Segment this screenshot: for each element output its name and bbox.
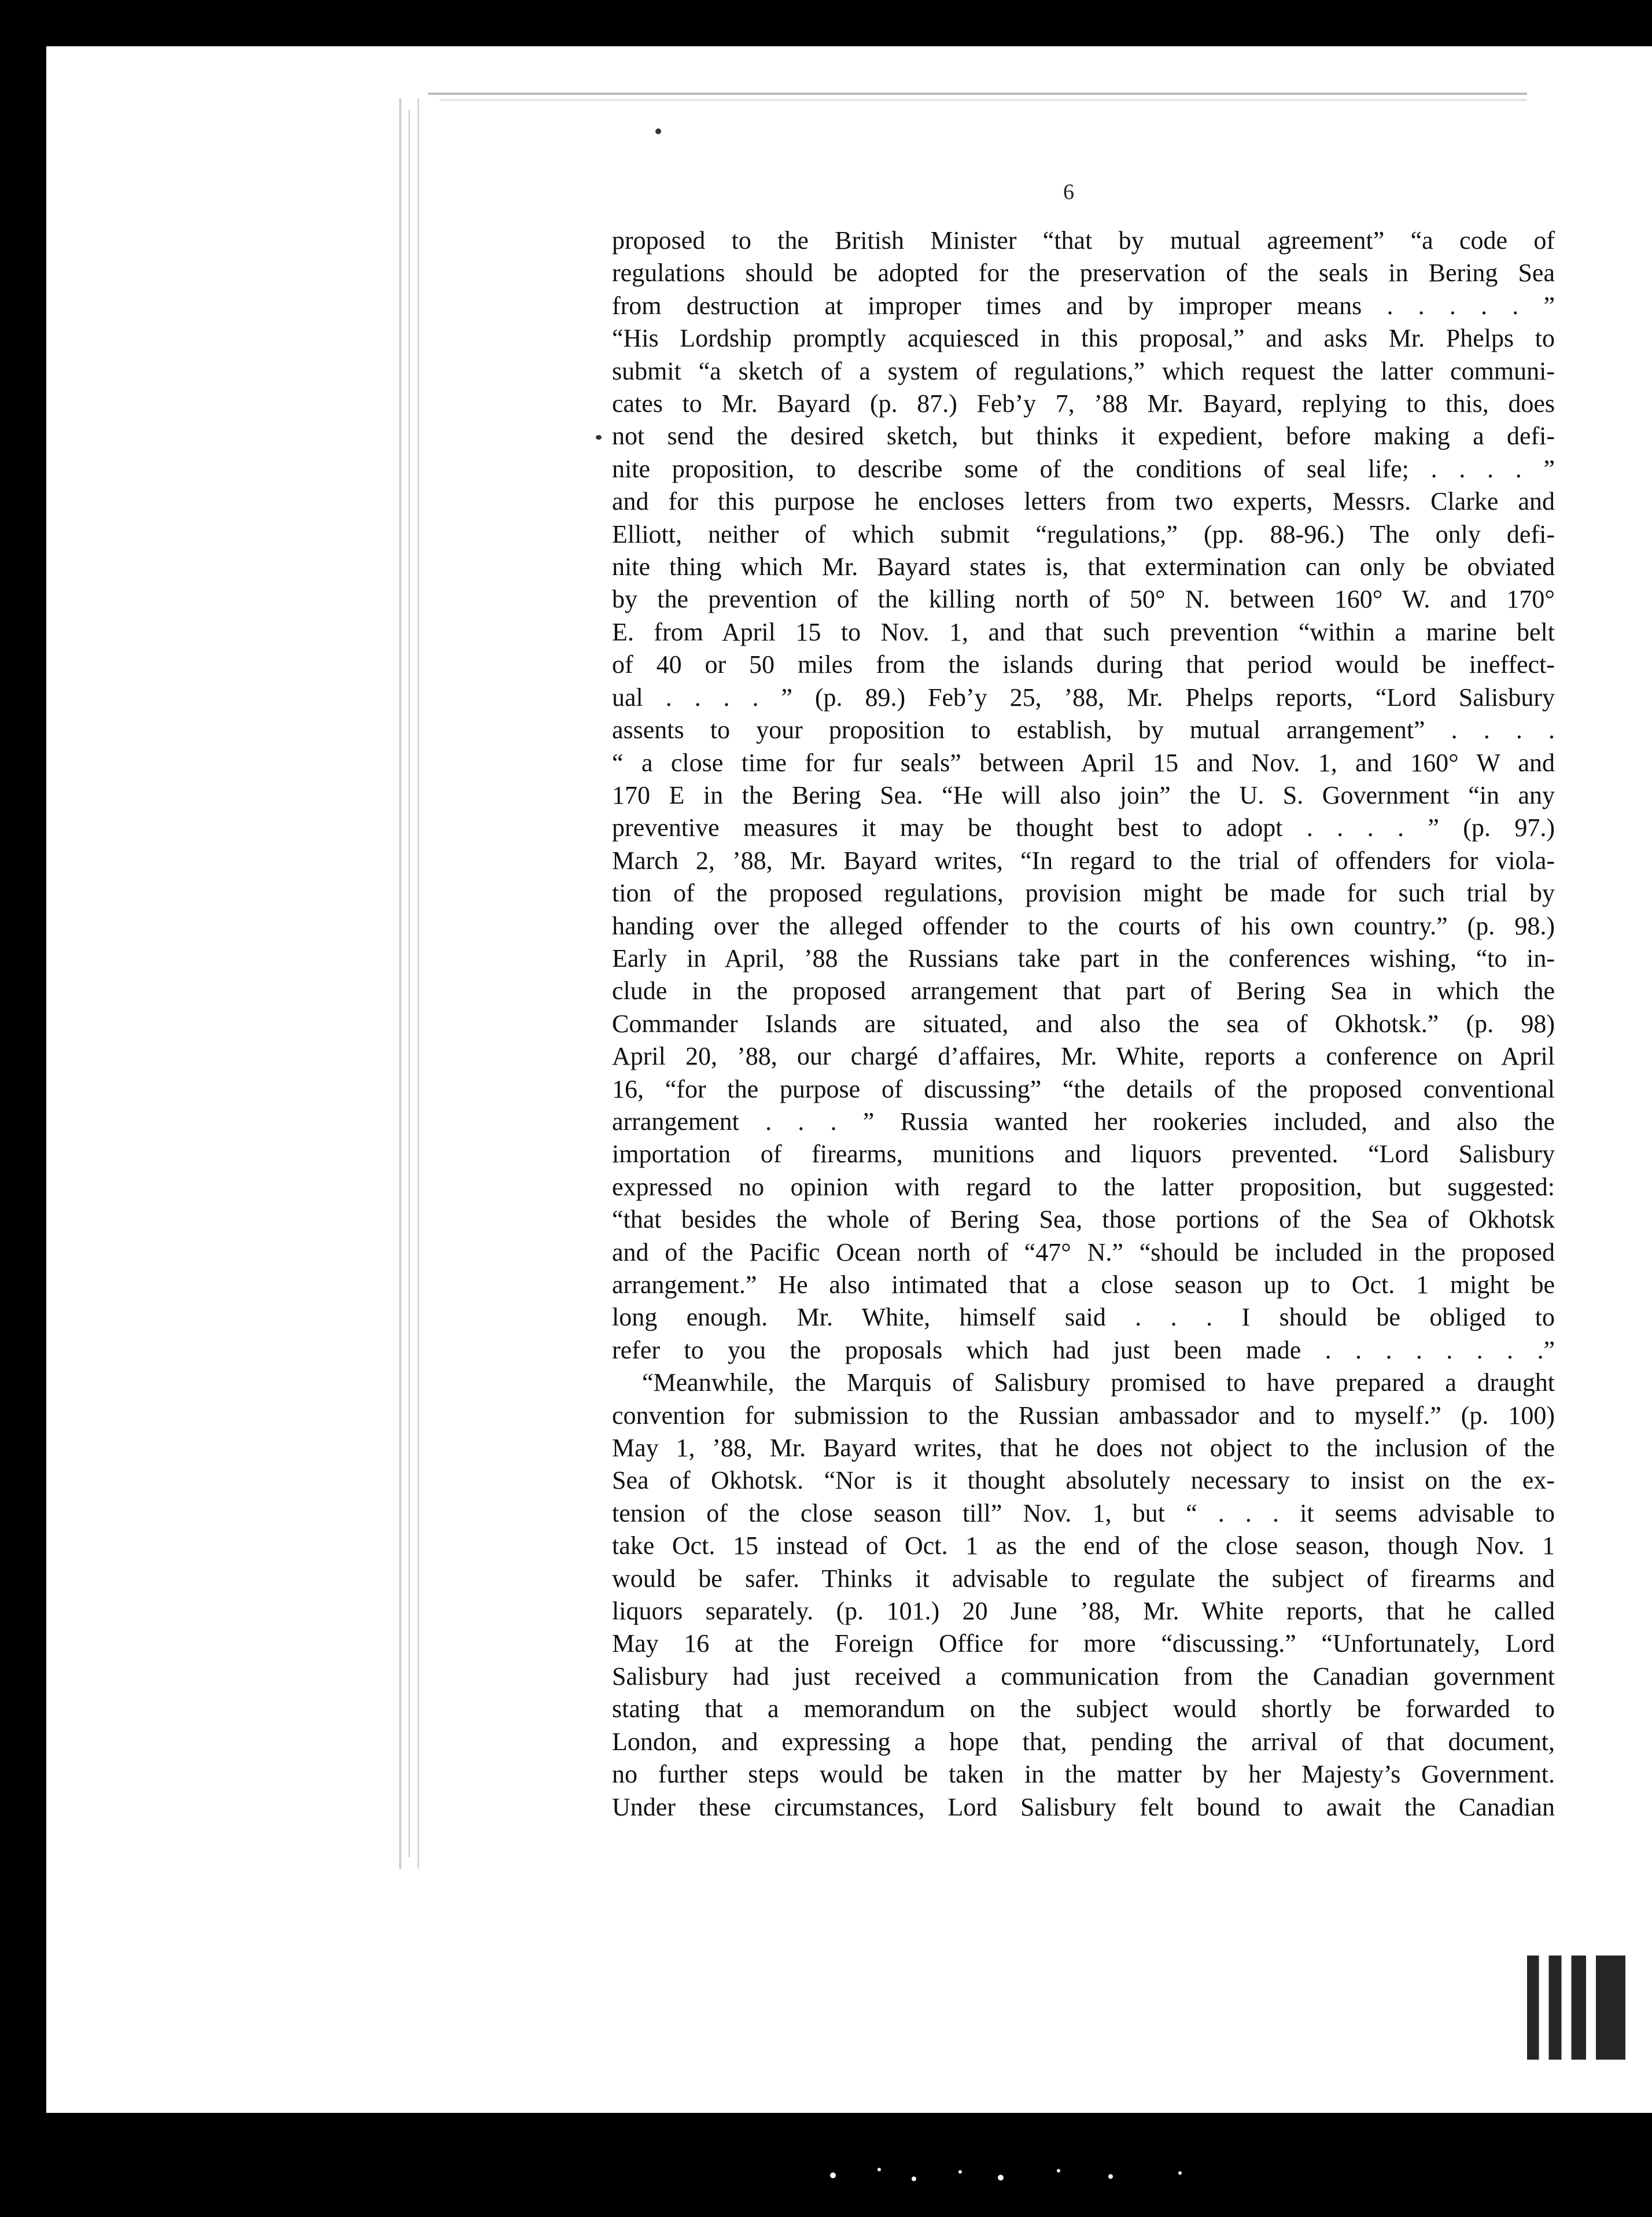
text-line: April 20, ’88, our chargé d’affaires, Mr. White, reports a conference on April: [612, 1042, 1555, 1071]
text-line: 16, “for the purpose of discussing” “the details of the proposed conventional: [612, 1074, 1555, 1103]
text-line: ual . . . . ” (p. 89.) Feb’y 25, ’88, Mr. Phelps reports, “Lord Salisbury: [612, 683, 1555, 712]
text-line: “ a close time for fur seals” between April 15 and Nov. 1, and 160° W and: [612, 748, 1555, 777]
text-line: “that besides the whole of Bering Sea, those portions of the Sea of Okhotsk: [612, 1205, 1555, 1234]
text-line: clude in the proposed arrangement that part of Bering Sea in which the: [612, 977, 1555, 1006]
text-line: London, and expressing a hope that, pending the arrival of that document,: [612, 1727, 1555, 1756]
text-line: Early in April, ’88 the Russians take part in the conferences wishing, “to in-: [612, 944, 1555, 973]
ink-speck: [655, 128, 661, 134]
text-line: liquors separately. (p. 101.) 20 June ’88, Mr. White reports, that he called: [612, 1597, 1555, 1626]
text-line: nite proposition, to describe some of the conditions of seal life; . . . . ”: [612, 454, 1555, 483]
text-line: arrangement . . . ” Russia wanted her rookeries included, and also the: [612, 1107, 1555, 1136]
body-text: [612, 224, 1555, 1824]
text-line: tion of the proposed regulations, provision might be made for such trial by: [612, 879, 1555, 908]
text-line: tension of the close season till” Nov. 1, but “ . . . it seems advisable to: [612, 1498, 1555, 1527]
text-line: preventive measures it may be thought best to adopt . . . . ” (p. 97.): [612, 813, 1555, 842]
text-line: proposed to the British Minister “that by mutual agreement” “a code of: [612, 226, 1555, 255]
text-line: May 16 at the Foreign Office for more “discussing.” “Unfortunately, Lord: [612, 1629, 1555, 1658]
text-line: “Meanwhile, the Marquis of Salisbury promised to have prepared a draught: [642, 1368, 1555, 1397]
text-line: Under these circumstances, Lord Salisbury felt bound to await the Canadian: [612, 1792, 1555, 1821]
text-line: convention for submission to the Russian ambassador and to myself.” (p. 100): [612, 1401, 1555, 1430]
text-line: “His Lordship promptly acquiesced in this proposal,” and asks Mr. Phelps to: [612, 324, 1555, 353]
text-line: Elliott, neither of which submit “regulations,” (pp. 88-96.) The only defi-: [612, 520, 1555, 548]
page-edge: [418, 98, 419, 1869]
text-line: assents to your proposition to establish, by mutual arrangement” . . . .: [612, 716, 1555, 745]
text-line: and of the Pacific Ocean north of “47° N.” “should be included in the proposed: [612, 1238, 1555, 1266]
text-line: submit “a sketch of a system of regulations,” which request the latter communi-: [612, 356, 1555, 385]
text-line: and for this purpose he encloses letters from two experts, Messrs. Clarke and: [612, 487, 1555, 516]
text-line: E. from April 15 to Nov. 1, and that such prevention “within a marine belt: [612, 617, 1555, 646]
text-line: stating that a memorandum on the subject would shortly be forwarded to: [612, 1695, 1555, 1723]
ink-speck: [596, 435, 602, 440]
text-line: regulations should be adopted for the preservation of the seals in Bering Sea: [612, 259, 1555, 288]
text-line: take Oct. 15 instead of Oct. 1 as the end of the close season, though Nov. 1: [612, 1531, 1555, 1560]
text-line: not send the desired sketch, but thinks it expedient, before making a defi-: [612, 422, 1555, 451]
text-line: from destruction at improper times and by improper means . . . . . ”: [612, 291, 1555, 320]
text-line: refer to you the proposals which had just been made . . . . . . . .”: [612, 1335, 1555, 1364]
text-line: Commander Islands are situated, and also the sea of Okhotsk.” (p. 98): [612, 1009, 1555, 1038]
text-line: Sea of Okhotsk. “Nor is it thought absolutely necessary to insist on the ex-: [612, 1466, 1555, 1495]
page-edge: [408, 110, 410, 1857]
page-number: 6: [1063, 180, 1074, 204]
page-edge: [440, 100, 1527, 101]
text-line: cates to Mr. Bayard (p. 87.) Feb’y 7, ’88 Mr. Bayard, replying to this, does: [612, 389, 1555, 418]
text-line: May 1, ’88, Mr. Bayard writes, that he does not object to the inclusion of the: [612, 1434, 1555, 1463]
text-line: of 40 or 50 miles from the islands during that period would be ineffect-: [612, 650, 1555, 679]
text-line: arrangement.” He also intimated that a close season up to Oct. 1 might be: [612, 1270, 1555, 1299]
text-line: would be safer. Thinks it advisable to regulate the subject of firearms and: [612, 1564, 1555, 1593]
scan-artifact: [1527, 1955, 1625, 2060]
text-line: 170 E in the Bering Sea. “He will also join” the U. S. Government “in any: [612, 780, 1555, 809]
text-line: no further steps would be taken in the matter by her Majesty’s Government.: [612, 1760, 1555, 1789]
scan-specks: [810, 2164, 1215, 2187]
text-line: Salisbury had just received a communication from the Canadian government: [612, 1662, 1555, 1691]
page-edge: [428, 93, 1527, 95]
page-edge: [399, 98, 401, 1869]
text-line: expressed no opinion with regard to the latter proposition, but suggested:: [612, 1172, 1555, 1201]
text-line: by the prevention of the killing north of 50° N. between 160° W. and 170°: [612, 585, 1555, 614]
text-line: long enough. Mr. White, himself said . . . I should be obliged to: [612, 1303, 1555, 1332]
text-line: March 2, ’88, Mr. Bayard writes, “In regard to the trial of offenders for viola-: [612, 846, 1555, 875]
text-line: handing over the alleged offender to the courts of his own country.” (p. 98.): [612, 911, 1555, 940]
text-line: importation of firearms, munitions and liquors prevented. “Lord Salisbury: [612, 1140, 1555, 1169]
text-line: nite thing which Mr. Bayard states is, that extermination can only be obviated: [612, 553, 1555, 581]
